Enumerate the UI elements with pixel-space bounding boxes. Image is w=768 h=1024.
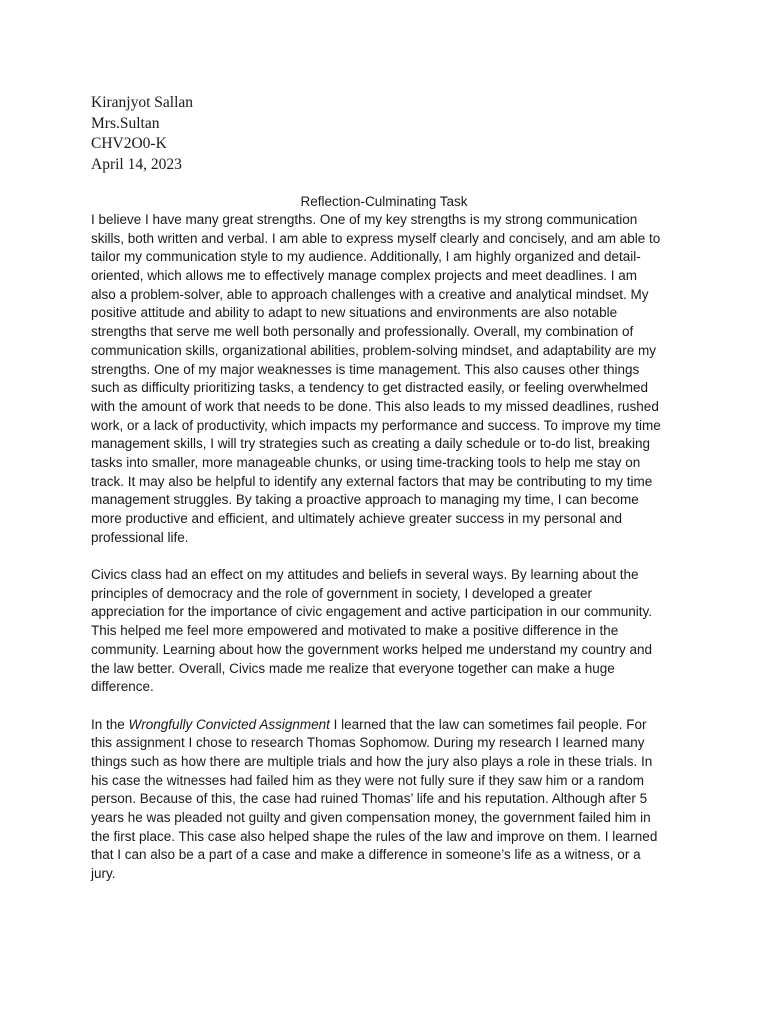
paragraph-civics — [91, 566, 691, 697]
text-line: more productive and efficient, and ultimately achieve greater success in my personal and — [91, 511, 623, 526]
line-suffix: I learned that the law can sometimes fail people. For — [329, 716, 647, 732]
paragraph-wrongfully-convicted — [91, 716, 691, 884]
text-line: appreciation for the importance of civic engagement and active participation in our community. — [91, 604, 653, 620]
text-line: strengths that serve me well both personally and professionally. Overall, my combination of — [91, 324, 634, 340]
document-title: Reflection-Culminating Task — [300, 194, 468, 209]
text-line: tailor my communication style to my audience. Additionally, I am highly organized and detail- — [91, 249, 641, 265]
text-line: management struggles. By taking a proactive approach to managing my time, I can become — [91, 492, 639, 508]
assignment-title: Wrongfully Convicted Assignment — [128, 716, 330, 732]
text-line: strengths. One of my major weaknesses is time management. This also causes other things — [91, 361, 640, 377]
course-code: CHV2O0-K — [91, 135, 167, 152]
text-line: oriented, which allows me to effectively manage complex projects and meet deadlines. I am — [91, 268, 638, 284]
text-line: that I can also be a part of a case and make a difference in someone’s life as a witness, or a — [91, 847, 641, 863]
text-line: the first place. This case also helped shape the rules of the law and improve on them. I learned — [91, 828, 658, 844]
text-line: track. It may also be helpful to identify any external factors that may be contributing to my time — [91, 473, 653, 489]
header-block — [91, 93, 193, 175]
document-body — [91, 211, 691, 884]
text-line: things such as how there are multiple trials and how the jury also plays a role in these trials. In — [91, 753, 653, 769]
text-line: community. Learning about how the government works helped me understand my country and — [91, 641, 653, 657]
text-line: years he was pleaded not guilty and given compensation money, the government failed him in — [91, 810, 651, 825]
teacher-name: Mrs.Sultan — [91, 114, 160, 132]
text-line: jury. — [91, 866, 116, 882]
line-prefix: In the — [91, 716, 129, 732]
text-line: principles of democracy and the role of government in society, I developed a greater — [91, 585, 593, 601]
text-line: management skills, I will try strategies such as creating a daily schedule or to-do list, breaking — [91, 436, 651, 452]
text-line: This helped me feel more empowered and motivated to make a positive difference in the — [91, 623, 619, 639]
text-line: such as difficulty prioritizing tasks, a tendency to get distracted easily, or feeling overwhelmed — [91, 380, 649, 396]
text-line: his case the witnesses had failed him as they were not fully sure if they saw him or a random — [91, 772, 645, 788]
text-line: I believe I have many great strengths. One of my key strengths is my strong communication — [91, 212, 638, 227]
text-line: tasks into smaller, more manageable chunks, or using time-tracking tools to help me stay on — [91, 454, 641, 470]
text-line: with the amount of work that needs to be done. This also leads to my missed deadlines, rushed — [91, 398, 659, 414]
text-line: positive attitude and ability to adapt to new situations and environments are also notable — [91, 305, 618, 321]
text-line: also a problem-solver, able to approach challenges with a creative and analytical mindset. My — [91, 286, 649, 302]
text-line — [91, 716, 691, 735]
paragraph-strengths-weaknesses — [91, 211, 691, 547]
student-name: Kiranjyot Sallan — [91, 94, 194, 111]
text-line: the law better. Overall, Civics made me realize that everyone together can make a huge — [91, 660, 615, 676]
date: April 14, 2023 — [91, 155, 182, 173]
text-line: communication skills, organizational abilities, problem-solving mindset, and adaptability are my — [91, 342, 657, 358]
text-line: person. Because of this, the case had ruined Thomas’ life and his reputation. Although after 5 — [91, 791, 648, 807]
text-line: Civics class had an effect on my attitudes and beliefs in several ways. By learning about the — [91, 567, 639, 583]
text-line: this assignment I chose to research Thomas Sophomow. During my research I learned many — [91, 735, 645, 751]
text-line: difference. — [91, 679, 154, 695]
text-line: professional life. — [91, 529, 189, 545]
paragraph-spacer — [91, 547, 691, 566]
paragraph-spacer — [91, 697, 691, 716]
text-line: skills, both written and verbal. I am able to express myself clearly and concisely, and am able to — [91, 230, 661, 246]
text-line: work, or a lack of productivity, which impacts my performance and success. To improve my time — [91, 417, 661, 433]
